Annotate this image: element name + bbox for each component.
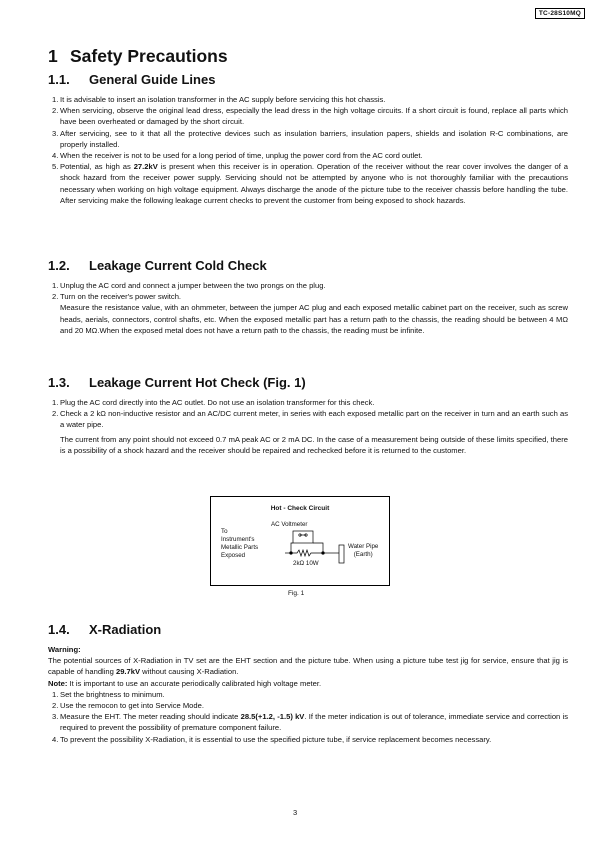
resistor-label: 2kΩ 10W <box>293 560 319 567</box>
section-title: Leakage Current Cold Check <box>89 258 267 273</box>
water-pipe-symbol <box>339 545 344 563</box>
section-title: X-Radiation <box>89 622 162 637</box>
figure-caption: Fig. 1 <box>288 590 305 597</box>
section-heading-1-2 <box>48 258 267 273</box>
section-heading-1-4 <box>48 622 161 637</box>
list-item: 5. Potential, as high as 27.2kV is present when this receiver is in operation. Operation of the receiver without the rear cover involves the danger of a shock hazard from the receiver power supply. Servicing should not be attempted by anyone who is not thoroughly familiar with the precautions necessary when working on high voltage equipment. Always discharge the anode of the picture tube to the receiver chassis before handling the tube. After servicing make the following leakage current checks to prevent the customer from being exposed to shock hazards. <box>52 162 568 205</box>
list-item: 3. Measure the EHT. The meter reading should indicate 28.5(+1.2, -1.5) kV. If the meter indication is out of tolerance, immediate service and correction is required to prevent the possibility of premature component failure. <box>52 712 568 733</box>
voltage-value: 27.2kV <box>133 162 158 172</box>
list-item: 1. Plug the AC cord directly into the AC outlet. Do not use an isolation transformer for this check. <box>52 398 375 407</box>
list-item: 4. When the receiver is not to be used for a long period of time, unplug the power cord from the AC cord outlet. <box>52 151 423 161</box>
warning-label: Warning: <box>48 645 81 654</box>
list-item: 1. It is advisable to insert an isolation transformer in the AC supply before servicing this hot chassis. <box>52 95 386 104</box>
section-heading-1-1 <box>48 72 215 87</box>
section-number: 1.2. <box>48 258 70 273</box>
resistor-symbol <box>291 550 323 556</box>
page-title <box>48 46 228 67</box>
general-guidelines-list <box>48 94 568 206</box>
section-number: 1.4. <box>48 622 70 637</box>
list-item: 2. Use the remocon to get into Service Mode. <box>52 701 204 711</box>
list-item: 1. Set the brightness to minimum. <box>52 689 165 699</box>
x-radiation-paragraph: The potential sources of X-Radiation in TV set are the EHT section and the picture tube. When using a picture tube test jig for service, ensure that jig is capable of handling 29.7kV without causing X-Radiation. <box>48 656 568 677</box>
section-heading-1-3 <box>48 375 306 390</box>
list-item: 3. After servicing, see to it that all the protective devices such as insulation barriers, insulation papers, shields and isolation R-C combinations, are properly installed. <box>52 128 568 149</box>
section-number: 1.3. <box>48 375 70 390</box>
list-item: 2. Turn on the receiver's power switch. Measure the resistance value, with an ohmmeter, between the jumper AC plug and each exposed metallic cabinet part on the receiver, such as screw heads, aerials, connectors, control shafts, etc. When the exposed metallic part has a return path to the chassis, the reading should be between 4 MΩ and 20 MΩ.When the exposed metal does not have a return path to the chassis, the reading must be infinite. <box>52 292 568 335</box>
voltmeter-label: AC Voltmeter <box>271 521 308 528</box>
chapter-number: 1 <box>48 46 58 66</box>
hot-check-list <box>48 397 568 456</box>
section-title: Leakage Current Hot Check (Fig. 1) <box>89 375 306 390</box>
water-pipe-label: Water Pipe (Earth) <box>348 543 379 558</box>
circuit-diagram <box>211 497 389 585</box>
note-paragraph: Note: It is important to use an accurate periodically calibrated high voltage meter. <box>48 678 322 688</box>
list-item: 1. Unplug the AC cord and connect a jumper between the two prongs on the plug. <box>52 281 326 290</box>
hot-check-circuit-figure <box>210 496 390 586</box>
chapter-title: Safety Precautions <box>70 46 228 66</box>
model-number-tag: TC-28S10MQ <box>535 8 585 19</box>
cold-check-list <box>48 280 568 336</box>
x-radiation-section <box>48 644 568 745</box>
voltmeter-symbol <box>293 531 313 543</box>
figure-title: Hot - Check Circuit <box>270 505 330 512</box>
list-item: 4. To prevent the possibility X-Radiation, it is essential to use the specified picture tube, if service replacement becomes necessary. <box>52 734 492 744</box>
section-title: General Guide Lines <box>89 72 216 87</box>
page-number: 3 <box>293 808 298 817</box>
list-item: 2. Check a 2 kΩ non-inductive resistor and an AC/DC current meter, in series with each exposed metallic part on the receiver in turn and an earth such as a water pipe. The current from any point should not exceed 0.7 mA peak AC or 2 mA DC. In the case of a measurement being outside of these limits specified, there is a possibility of a shock hazard and the receiver should be repaired and rechecked before it is returned to the customer. <box>52 409 568 455</box>
instrument-label: To Instrument's Metallic Parts Exposed <box>221 528 259 559</box>
section-number: 1.1. <box>48 72 70 87</box>
list-item: 2. When servicing, observe the original lead dress, especially the lead dress in the high voltage circuits. If a short circuit is found, replace all parts which have been overheated or damaged by the short circuit. <box>52 106 568 127</box>
